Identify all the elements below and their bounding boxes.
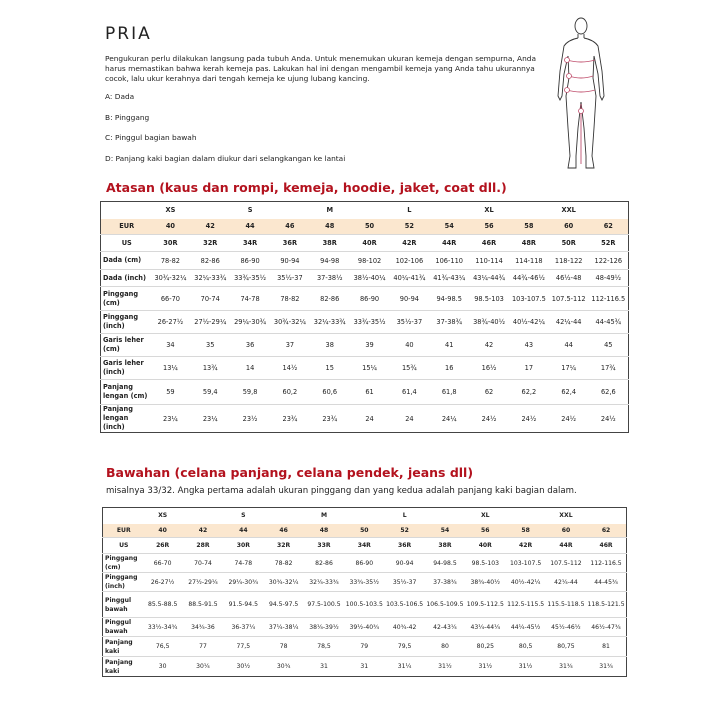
table-cell: 40 (389, 334, 429, 357)
table-cell: 78-82 (270, 287, 310, 311)
table-cell: 40¼-41¾ (389, 270, 429, 287)
size-label-cell (183, 508, 223, 524)
size-label-cell (586, 508, 626, 524)
tops-size-table (100, 201, 629, 433)
size-label-cell: L (402, 512, 407, 520)
table-cell: 37-38½ (310, 270, 350, 287)
table-cell: 91.5-94.5 (223, 592, 263, 618)
size-label-cell (190, 202, 230, 219)
table-cell: 70-74 (183, 554, 223, 573)
table-cell: 24¼ (441, 414, 457, 423)
table-cell: 37-38¾ (425, 573, 465, 592)
table-cell: 98.5-103 (465, 554, 505, 573)
row-label: US (103, 538, 143, 554)
row-label: Garis leher (cm) (101, 334, 151, 357)
table-cell: 82-86 (310, 287, 350, 311)
size-label-cell: XS (165, 206, 176, 215)
table-cell: 50R (549, 235, 589, 252)
table-cell: 24 (365, 414, 374, 423)
table-cell: 30¾-32¼ (151, 270, 191, 287)
table-row (103, 657, 627, 677)
table-cell: 82-86 (190, 252, 230, 270)
row-label: Pinggul bawah (103, 618, 143, 637)
table-cell: 62 (589, 219, 629, 235)
table-cell: 81 (586, 637, 626, 657)
table-cell: 36-37¼ (223, 618, 263, 637)
table-cell: 79,5 (384, 637, 424, 657)
table-cell: 29¼-30¾ (223, 573, 263, 592)
table-cell: 46R (586, 538, 626, 554)
size-label-cell (589, 202, 629, 219)
table-cell: 29¼-30¾ (230, 311, 270, 334)
size-label-cell (101, 202, 151, 219)
table-cell: 66-70 (151, 287, 191, 311)
table-cell: 74-78 (230, 287, 270, 311)
table-cell: 31 (320, 663, 328, 670)
table-cell: 44 (549, 334, 589, 357)
table-row (101, 380, 629, 405)
table-cell: 60,6 (310, 380, 350, 405)
size-label-row (101, 202, 629, 219)
table-cell: 45½-46½ (546, 618, 586, 637)
table-cell: 31½ (518, 663, 533, 670)
table-cell: 32R (190, 235, 230, 252)
row-label: Pinggang (inch) (101, 311, 151, 334)
table-cell: 31¼ (397, 663, 412, 670)
table-cell: 61,8 (429, 380, 469, 405)
table-cell: 94-98.5 (429, 287, 469, 311)
row-label: Pinggang (cm) (101, 287, 151, 311)
table-cell: 103-107.5 (509, 287, 549, 311)
table-cell: 38½-40¼ (350, 270, 390, 287)
table-cell: 90-94 (270, 252, 310, 270)
table-cell: 23¾ (282, 414, 298, 423)
table-cell: 42¼-44 (546, 573, 586, 592)
size-label-cell (509, 202, 549, 219)
table-cell: 40 (143, 524, 183, 538)
table-cell: 66-70 (143, 554, 183, 573)
table-cell: 31½ (438, 663, 452, 670)
table-cell: 103-107.5 (505, 554, 545, 573)
table-cell: 90-94 (389, 287, 429, 311)
table-cell: 31¾ (559, 663, 573, 670)
table-cell: 82-86 (304, 554, 344, 573)
table-cell: 39½-40¾ (344, 618, 384, 637)
table-cell: 33¾-35½ (230, 270, 270, 287)
table-cell: 30¼ (196, 663, 210, 670)
table-cell: 37¼-38¼ (263, 618, 303, 637)
table-cell: 46½-48 (549, 270, 589, 287)
table-cell: 80,25 (465, 637, 505, 657)
table-cell: 15 (310, 357, 350, 380)
table-cell: 32¼-33¾ (310, 311, 350, 334)
table-cell: 62 (469, 380, 509, 405)
table-cell: 31¾ (599, 663, 613, 670)
table-cell: 78 (263, 637, 303, 657)
table-cell: 77 (183, 637, 223, 657)
table-cell: 107.5-112 (549, 287, 589, 311)
table-cell: 26-27½ (143, 573, 183, 592)
table-cell: 40 (151, 219, 191, 235)
table-cell: 44R (546, 538, 586, 554)
measure-d: D: Panjang kaki bagian dalam diukur dari selangkangan ke lantai (105, 153, 346, 163)
row-label: Panjang kaki (103, 637, 143, 657)
size-label-cell: S (241, 512, 246, 520)
table-cell: 46R (469, 235, 509, 252)
table-cell: 40¾-42 (384, 618, 424, 637)
table-row (103, 618, 627, 637)
measure-list (105, 92, 345, 174)
table-cell: 26R (143, 538, 183, 554)
table-cell: 33¾-35½ (344, 573, 384, 592)
table-cell: 102-106 (389, 252, 429, 270)
table-cell: 48-49½ (589, 270, 629, 287)
table-cell: 35½-37 (384, 573, 424, 592)
table-cell: 74-78 (223, 554, 263, 573)
table-cell: 33¾-35½ (350, 311, 390, 334)
table-row (103, 538, 627, 554)
table-cell: 42 (469, 334, 509, 357)
table-cell: 32¼-33¾ (304, 573, 344, 592)
row-label: Pinggang (cm) (103, 554, 143, 573)
size-label-cell: M (320, 512, 328, 520)
table-cell: 31 (360, 663, 369, 670)
table-cell: 23¼ (202, 414, 218, 423)
table-cell: 79 (344, 637, 384, 657)
table-cell: 27½-29¼ (190, 311, 230, 334)
size-label-cell: XXL (559, 512, 573, 520)
table-cell: 28R (183, 538, 223, 554)
table-cell: 58 (509, 219, 549, 235)
table-row (101, 219, 629, 235)
table-cell: 48 (304, 524, 344, 538)
table-cell: 44-45¾ (586, 573, 626, 592)
table-cell: 78-82 (263, 554, 303, 573)
table-cell: 115.5-118.5 (546, 592, 586, 618)
table-cell: 86-90 (230, 252, 270, 270)
table-cell: 24 (405, 414, 414, 423)
table-cell: 23¾ (322, 414, 338, 423)
table-cell: 61,4 (389, 380, 429, 405)
row-label: Pinggul bawah (103, 592, 143, 618)
table-cell: 56 (469, 219, 509, 235)
table-cell: 42-43¼ (425, 618, 465, 637)
table-cell: 60 (549, 219, 589, 235)
size-label-cell (425, 508, 465, 524)
table-cell: 118.5-121.5 (586, 592, 626, 618)
table-cell: 43¼-44¾ (469, 270, 509, 287)
size-label-cell (103, 508, 143, 524)
table-cell: 88.5-91.5 (183, 592, 223, 618)
table-cell: 17¼ (549, 357, 589, 380)
table-cell: 41 (429, 334, 469, 357)
table-cell: 48R (509, 235, 549, 252)
table-cell: 78,5 (304, 637, 344, 657)
table-cell: 61 (350, 380, 390, 405)
table-cell: 24½ (561, 414, 577, 423)
table-cell: 38¾-40½ (469, 311, 509, 334)
table-cell: 14½ (270, 357, 310, 380)
table-row (103, 592, 627, 618)
bottoms-size-table (102, 507, 627, 677)
table-cell: 38¾-40½ (465, 573, 505, 592)
table-cell: 39 (350, 334, 390, 357)
row-label: US (101, 235, 151, 252)
table-cell: 26-27½ (151, 311, 191, 334)
measure-b: B: Pinggang (105, 112, 150, 122)
table-cell: 32R (263, 538, 303, 554)
table-row (103, 524, 627, 538)
table-cell: 36 (230, 334, 270, 357)
table-cell: 59,4 (190, 380, 230, 405)
table-cell: 58 (505, 524, 545, 538)
table-cell: 50 (344, 524, 384, 538)
table-cell: 44-45¾ (589, 311, 629, 334)
table-cell: 46½-47¾ (586, 618, 626, 637)
table-cell: 30¾-32¼ (263, 573, 303, 592)
table-cell: 33½-34¾ (143, 618, 183, 637)
table-cell: 114-118 (509, 252, 549, 270)
table-cell: 118-122 (549, 252, 589, 270)
table-cell: 44¼-45½ (505, 618, 545, 637)
table-cell: 30½ (236, 663, 251, 670)
intro-text (105, 54, 545, 84)
table-cell: 24½ (481, 414, 497, 423)
table-cell: 30R (223, 538, 263, 554)
table-cell: 13¼ (151, 357, 191, 380)
table-cell: 94.5-97.5 (263, 592, 303, 618)
table-cell: 50 (350, 219, 390, 235)
table-cell: 27½-29¼ (183, 573, 223, 592)
row-label: Pinggang (inch) (103, 573, 143, 592)
row-label: Panjang lengan (inch) (103, 405, 133, 431)
table-cell: 16½ (469, 357, 509, 380)
table-row (101, 287, 629, 311)
table-cell: 17¾ (589, 357, 629, 380)
table-cell: 52R (589, 235, 629, 252)
size-label-cell: M (326, 206, 333, 215)
table-cell: 76,5 (143, 637, 183, 657)
table-cell: 62,4 (549, 380, 589, 405)
table-cell: 62,6 (589, 380, 629, 405)
table-cell: 112-116.5 (589, 287, 629, 311)
table-cell: 43¼-44¼ (465, 618, 505, 637)
table-cell: 40R (465, 538, 505, 554)
table-cell: 54 (429, 219, 469, 235)
table-cell: 23¼ (163, 414, 178, 423)
table-cell: 42R (389, 235, 429, 252)
tops-section-title: Atasan (kaus dan rompi, kemeja, hoodie, jaket, coat dll.) (106, 180, 507, 195)
table-cell: 54 (425, 524, 465, 538)
table-cell: 59 (151, 380, 191, 405)
table-cell: 106-110 (429, 252, 469, 270)
table-cell: 23½ (242, 414, 258, 423)
size-label-cell: S (247, 206, 253, 215)
table-cell: 34R (344, 538, 384, 554)
table-row (103, 637, 627, 657)
table-cell: 52 (384, 524, 424, 538)
table-cell: 44 (230, 219, 270, 235)
table-row (103, 554, 627, 573)
table-cell: 103.5-106.5 (384, 592, 424, 618)
table-row (101, 311, 629, 334)
table-cell: 30¾ (276, 663, 291, 670)
table-row (101, 405, 629, 433)
table-cell: 32¼-33¾ (190, 270, 230, 287)
row-label: Panjang lengan (cm) (101, 380, 151, 405)
size-label-cell (344, 508, 384, 524)
table-cell: 60,2 (270, 380, 310, 405)
table-cell: 46 (270, 219, 310, 235)
table-cell: 90-94 (384, 554, 424, 573)
table-cell: 44¾-46½ (509, 270, 549, 287)
table-cell: 46 (263, 524, 303, 538)
table-cell: 94-98 (310, 252, 350, 270)
size-label-cell (429, 202, 469, 219)
table-cell: 109.5-112.5 (465, 592, 505, 618)
table-cell: 38 (310, 334, 350, 357)
size-label-row (103, 508, 627, 524)
page-title: PRIA (105, 24, 152, 44)
table-cell: 59,8 (230, 380, 270, 405)
table-cell: 33R (304, 538, 344, 554)
table-cell: 42 (190, 219, 230, 235)
table-cell: 38¼-39½ (304, 618, 344, 637)
table-cell: 36R (270, 235, 310, 252)
table-cell: 80,5 (505, 637, 545, 657)
bottoms-section-title: Bawahan (celana panjang, celana pendek, jeans dll) (106, 465, 474, 480)
table-row (101, 252, 629, 270)
table-cell: 110-114 (469, 252, 509, 270)
body-measurement-figure (548, 16, 618, 176)
table-row (103, 573, 627, 592)
table-cell: 34¾-36 (183, 618, 223, 637)
table-cell: 30 (158, 663, 167, 670)
table-cell: 34R (230, 235, 270, 252)
table-cell: 80,75 (546, 637, 586, 657)
size-label-cell: XXL (561, 206, 576, 215)
table-cell: 56 (465, 524, 505, 538)
table-row (101, 235, 629, 252)
table-cell: 16 (429, 357, 469, 380)
table-cell: 38R (425, 538, 465, 554)
table-cell: 24½ (600, 414, 616, 423)
size-label-cell (505, 508, 545, 524)
table-cell: 43 (509, 334, 549, 357)
table-row (101, 357, 629, 380)
size-label-cell (270, 202, 310, 219)
row-label: Panjang kaki (105, 658, 133, 675)
measure-c: C: Pinggul bagian bawah (105, 133, 197, 142)
table-cell: 34 (151, 334, 191, 357)
table-cell: 106.5-109.5 (425, 592, 465, 618)
table-cell: 35½-37 (270, 270, 310, 287)
table-cell: 30¾-32¼ (270, 311, 310, 334)
table-cell: 38R (310, 235, 350, 252)
table-cell: 94-98.5 (425, 554, 465, 573)
row-label: Garis leher (inch) (101, 357, 151, 380)
table-cell: 86-90 (350, 287, 390, 311)
table-cell: 62,2 (509, 380, 549, 405)
row-label: EUR (103, 524, 143, 538)
table-cell: 62 (586, 524, 626, 538)
table-cell: 14 (230, 357, 270, 380)
table-cell: 85.5-88.5 (143, 592, 183, 618)
table-cell: 80 (425, 637, 465, 657)
table-cell: 35½-37 (389, 311, 429, 334)
row-label: EUR (101, 219, 151, 235)
table-cell: 37 (270, 334, 310, 357)
table-cell: 40½-42¼ (509, 311, 549, 334)
table-cell: 37-38¾ (429, 311, 469, 334)
table-cell: 44 (223, 524, 263, 538)
table-cell: 42¼-44 (549, 311, 589, 334)
table-cell: 86-90 (344, 554, 384, 573)
table-row (101, 334, 629, 357)
table-cell: 24½ (521, 414, 537, 423)
table-cell: 40R (350, 235, 390, 252)
table-cell: 42R (505, 538, 545, 554)
table-cell: 15¾ (389, 357, 429, 380)
table-cell: 44R (429, 235, 469, 252)
intro-paragraph: Pengukuran perlu dilakukan langsung pada tubuh Anda. Untuk menemukan ukuran kemeja dengan sempurna, Anda harus memastikan bahwa kerah kemeja pas. Lakukan hal ini dengan mengambil kemeja yang Anda tahu ukurannya cocok, lalu ukur kerahnya dari tengah kemeja ke ujung lubang kancing. (105, 54, 537, 83)
size-label-cell: L (407, 206, 412, 215)
table-cell: 41¾-43¼ (429, 270, 469, 287)
table-cell: 107.5-112 (546, 554, 586, 573)
size-label-cell (263, 508, 303, 524)
measure-a: A: Dada (105, 92, 135, 101)
table-cell: 78-82 (151, 252, 191, 270)
table-cell: 15¼ (350, 357, 390, 380)
table-cell: 100.5-103.5 (344, 592, 384, 618)
table-cell: 45 (589, 334, 629, 357)
row-label: Dada (cm) (101, 252, 151, 270)
table-cell: 70-74 (190, 287, 230, 311)
table-cell: 122-126 (589, 252, 629, 270)
row-label: Dada (inch) (101, 270, 151, 287)
table-cell: 77,5 (223, 637, 263, 657)
table-cell: 17 (509, 357, 549, 380)
table-row (101, 270, 629, 287)
size-label-cell: XL (484, 206, 494, 215)
table-cell: 98-102 (350, 252, 390, 270)
table-cell: 98.5-103 (469, 287, 509, 311)
bottoms-subtitle: misalnya 33/32. Angka pertama adalah ukuran pinggang dan yang kedua adalah panjang kaki bagian dalam. (106, 486, 577, 496)
table-cell: 35 (190, 334, 230, 357)
size-label-cell (350, 202, 390, 219)
table-cell: 36R (384, 538, 424, 554)
table-cell: 60 (546, 524, 586, 538)
table-cell: 30R (151, 235, 191, 252)
table-cell: 112.5-115.5 (505, 592, 545, 618)
table-cell: 97.5-100.5 (304, 592, 344, 618)
size-label-cell: XS (158, 512, 168, 520)
table-cell: 112-116.5 (586, 554, 626, 573)
table-cell: 42 (183, 524, 223, 538)
size-label-cell: XL (480, 512, 490, 520)
table-cell: 31½ (478, 663, 493, 670)
table-cell: 13¾ (190, 357, 230, 380)
table-cell: 40½-42¼ (505, 573, 545, 592)
table-cell: 48 (310, 219, 350, 235)
table-cell: 52 (389, 219, 429, 235)
